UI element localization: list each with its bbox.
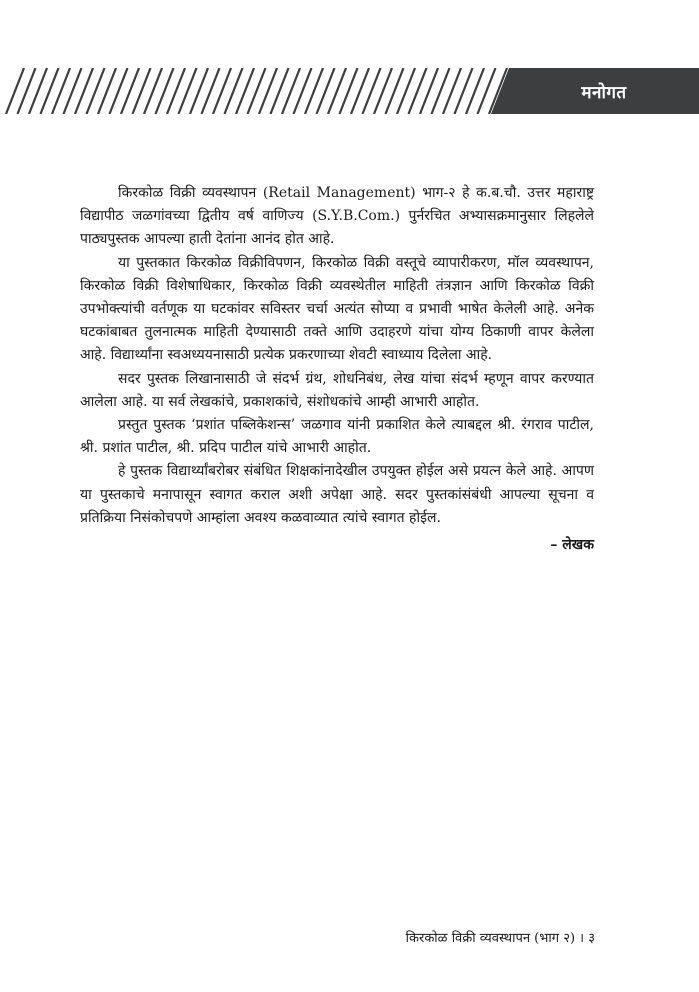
preface-paragraph-4: प्रस्तुत पुस्तक ‘प्रशांत पब्लिकेशन्स’ जळगाव यांनी प्रकाशित केले त्याबद्दल श्री. रंगराव पाटील, श्री. प्रशांत पाटील, श्री. प्रदिप पाटील यांचे आभारी आहोत.	[80, 417, 594, 457]
preface-paragraph-1: किरकोळ विक्री व्यवस्थापन (Retail Management) भाग-२ हे क.ब.चौ. उत्तर महाराष्ट्र विद्यापीठ जळगांवच्या द्वितीय वर्ष वाणिज्य (S.Y.B.Com.) पुर्नरचित अभ्यासक्रमानुसार लिहलेले पाठ्यपुस्तक आपल्या हाती देतांना आनंद होत आहे.	[80, 185, 594, 248]
preface-paragraph-5: हे पुस्तक विद्यार्थ्यांबरोबर संबंधित शिक्षकांनादेखील उपयुक्त होईल असे प्रयत्न केले आहे. आपण या पुस्तकाचे मनापासून स्वागत कराल अशी अपेक्षा आहे. सदर पुस्तकांसंबंधी आपल्या सूचना व प्रतिक्रिया निसंकोचपणे आम्हांला अवश्य कळवाव्यात त्यांचे स्वागत होईल.	[80, 463, 594, 526]
section-title: मनोगत	[581, 82, 627, 103]
author-signature: – लेखक	[550, 537, 594, 554]
preface-paragraph-2: या पुस्तकात किरकोळ विक्रीविपणन, किरकोळ विक्री वस्तूचे व्यापारीकरण, मॉल व्यवस्थापन, किरकोळ विक्री विशेषाधिकार, किरकोळ विक्री व्यवस्थेतील माहिती तंत्रज्ञान आणि किरकोळ विक्री उपभोक्त्यांची वर्तणूक या घटकांवर सविस्तर चर्चा अत्यंत सोप्या व प्रभावी भाषेत केलेली आहे. अनेक घटकांबाबत तुलनात्मक माहिती देण्यासाठी तक्ते आणि उदाहरणे यांचा योग्य ठिकाणी वापर केलेला आहे. विद्यार्थ्यांना स्वअध्ययनासाठी प्रत्येक प्रकरणाच्या शेवटी स्वाध्याय दिलेला आहे.	[80, 254, 594, 364]
preface-paragraph-3: सदर पुस्तक लिखानासाठी जे संदर्भ ग्रंथ, शोधनिबंध, लेख यांचा संदर्भ म्हणून वापर करण्यात आलेला आहे. या सर्व लेखकांचे, प्रकाशकांचे, संशोधकांचे आम्ही आभारी आहोत.	[80, 370, 594, 410]
header-band	[0, 68, 699, 114]
preface-body	[80, 182, 594, 557]
page-footer: किरकोळ विक्री व्यवस्थापन (भाग २) । ३	[405, 931, 595, 946]
